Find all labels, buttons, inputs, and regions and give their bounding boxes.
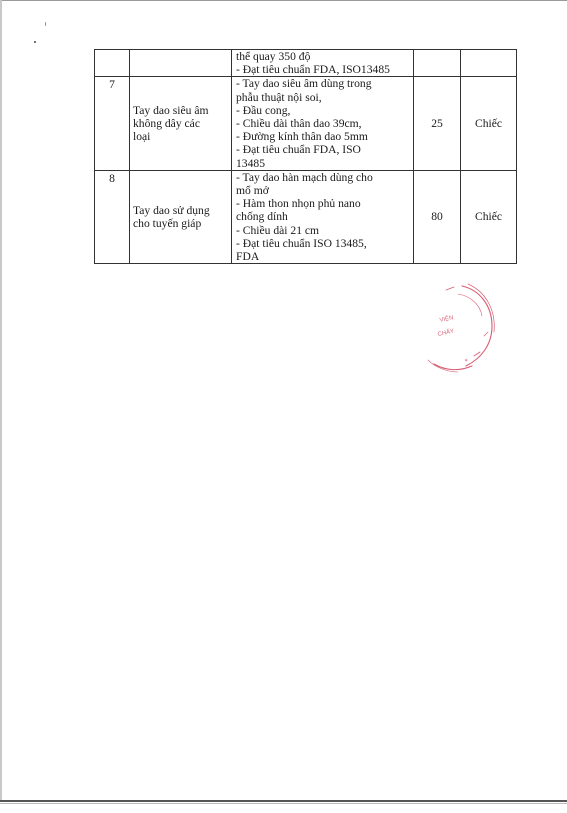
unit-cell: Chiếc — [461, 77, 517, 170]
name-line: không dây các — [133, 117, 200, 131]
table-row — [95, 77, 517, 170]
description-line: - Đường kính thân dao 5mm — [236, 130, 368, 144]
quantity-cell: 25 — [414, 77, 461, 170]
item-description-cell — [232, 77, 414, 170]
description-line: - Chiều dài 21 cm — [236, 223, 320, 237]
description-line: FDA — [236, 250, 260, 264]
description-line: thể quay 350 độ — [236, 50, 311, 63]
description-line: - Đầu cong, — [236, 103, 291, 117]
description-line: 13485 — [236, 156, 265, 170]
svg-text:✶: ✶ — [464, 358, 469, 364]
description-line: - Tay dao hàn mạch dùng cho — [236, 170, 373, 184]
row-number-cell — [95, 50, 130, 77]
item-description-cell — [232, 170, 414, 263]
name-line: Tay dao siêu âm — [133, 103, 209, 117]
item-name-cell — [130, 50, 232, 77]
name-line: cho tuyến giáp — [133, 217, 202, 231]
item-name-cell — [130, 77, 232, 170]
page-bottom-edge — [0, 800, 567, 802]
page-top-edge — [0, 0, 567, 1]
row-number-cell: 7 — [95, 77, 130, 170]
scan-speck — [45, 22, 46, 26]
stamp-text: VIỆN — [439, 315, 455, 324]
description-line: mổ mở — [236, 184, 269, 198]
scan-speck — [34, 41, 36, 43]
unit-cell — [461, 50, 517, 77]
item-name-cell — [130, 170, 232, 263]
table-row — [95, 50, 517, 77]
unit-cell: Chiếc — [461, 170, 517, 263]
page-left-edge — [0, 0, 2, 800]
description-line: - Đạt tiêu chuẩn FDA, ISO13485 — [236, 63, 390, 77]
name-line: Tay dao sử dụng — [133, 203, 210, 217]
row-number-cell: 8 — [95, 170, 130, 263]
description-line: - Chiều dài thân dao 39cm, — [236, 117, 362, 131]
item-description-cell — [232, 50, 414, 77]
description-line: - Đạt tiêu chuẩn FDA, ISO — [236, 143, 361, 157]
red-seal-stamp-icon — [418, 282, 496, 374]
stamp-text: CHẤY — [437, 328, 455, 338]
quantity-cell — [414, 50, 461, 77]
description-line: - Tay dao siêu âm dùng trong — [236, 77, 372, 91]
description-line: - Hàm thon nhọn phủ nano — [236, 197, 361, 211]
equipment-spec-table — [94, 49, 517, 264]
page-bottom-edge-shadow — [0, 803, 567, 804]
name-line: loại — [133, 130, 151, 144]
description-line: chống dính — [236, 210, 288, 224]
quantity-cell: 80 — [414, 170, 461, 263]
table-row — [95, 170, 517, 263]
description-line: phẫu thuật nội soi, — [236, 90, 322, 104]
description-line: - Đạt tiêu chuẩn ISO 13485, — [236, 236, 367, 250]
